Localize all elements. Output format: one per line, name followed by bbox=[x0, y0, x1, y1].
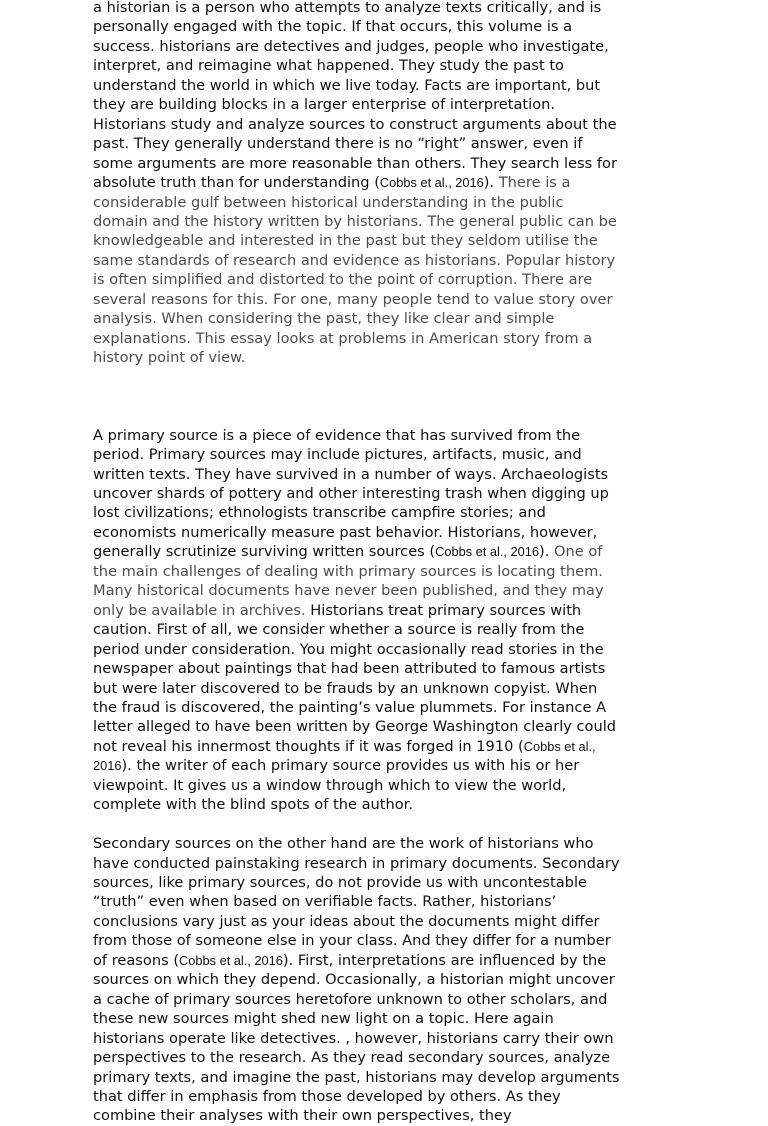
text-run: ). bbox=[483, 174, 499, 192]
citation: Cobbs et al., 2016 bbox=[179, 952, 283, 968]
text-run: ). bbox=[539, 543, 554, 561]
citation: Cobbs et al., 2016 bbox=[435, 544, 539, 560]
text-run: a historian is a person who attempts to analyze texts critically, and is personally engaged with the topic. If that occurs, this volume is a success. historians are detectives and judges, people who investigate, interpret, and reimagine what happened. They study the past to understand the world in which we live today. Facts are important, but they are building blocks in a larger enterprise of interpretation. Historians study and analyze sources to construct arguments about the past. They generally understand there is no “right” answer, even if some arguments are more reasonable than others. They search less for absolute truth than for understanding ( bbox=[93, 0, 617, 192]
paragraph-primary-sources bbox=[93, 426, 621, 815]
citation: Cobbs et al., 2016 bbox=[93, 738, 596, 774]
text-run: ). the writer of each primary source provides us with his or her viewpoint. It gives us a window through which to view the world, complete with the blind spots of the author. bbox=[93, 757, 580, 814]
text-run: Historians treat primary sources with caution. First of all, we consider whether a source is really from the period under consideration. You might occasionally read stories in the newspaper about paintings that had been attributed to famous artists but were later discovered to be frauds by an unknown copyist. When the fraud is discovered, the painting’s value plummets. For instance A letter alleged to have been written by George Washington clearly could not reveal his innermost thoughts if it was forged in 1910 ( bbox=[93, 601, 617, 755]
document-page bbox=[93, 0, 621, 1126]
text-run: ). First, interpretations are influenced by the sources on which they depend. Occasionally, a historian might uncover a cache of primary sources heretofore unknown to other scholars, and these new sources might shed new light on a topic. Here again historians operate like detectives. , however, historians carry their own perspectives to the research. As they read secondary sources, analyze primary texts, and imagine the past, historians may develop arguments that differ in emphasis from those developed by others. As they combine their analyses with their own perspectives, they bbox=[93, 951, 620, 1125]
paragraph-spacer bbox=[93, 815, 621, 834]
highlighted-text-run: One of the main challenges of dealing with primary sources is locating them. Many historical documents have never been published, and they may only be available in archives. bbox=[93, 543, 604, 619]
text-run: Secondary sources on the other hand are the work of historians who have conducted painstaking research in primary documents. Secondary sources, like primary sources, do not provide us with uncontestable “truth” even when based on verifiable facts. Rather, historians’ conclusions vary just as your ideas about the documents might differ from those of someone else in your class. And they differ for a number of reasons ( bbox=[93, 835, 620, 969]
paragraph-secondary-sources bbox=[93, 834, 621, 1126]
paragraph-spacer bbox=[93, 368, 621, 426]
paragraph-intro bbox=[93, 0, 621, 368]
citation: Cobbs et al., 2016 bbox=[379, 175, 484, 191]
highlighted-text-run: There is a considerable gulf between historical understanding in the public domain and the history written by historians. The general public can be knowledgeable and interested in the past but they seldom utilise the same standards of research and evidence as historians. Popular history is often simplified and distorted to the point of corruption. There are several reasons for this. For one, many people tend to value story over analysis. When considering the past, they like clear and simple explanations. This essay looks at problems in American story from a history point of view. bbox=[93, 174, 617, 367]
text-run: A primary source is a piece of evidence that has survived from the period. Primary sources may include pictures, artifacts, music, and written texts. They have survived in a number of ways. Archaeologists uncover shards of pottery and other interesting trash when digging up lost civilizations; ethnologists transcribe campfire stories; and economists numerically measure past behavior. Historians, however, generally scrutinize surviving written sources ( bbox=[93, 426, 609, 561]
